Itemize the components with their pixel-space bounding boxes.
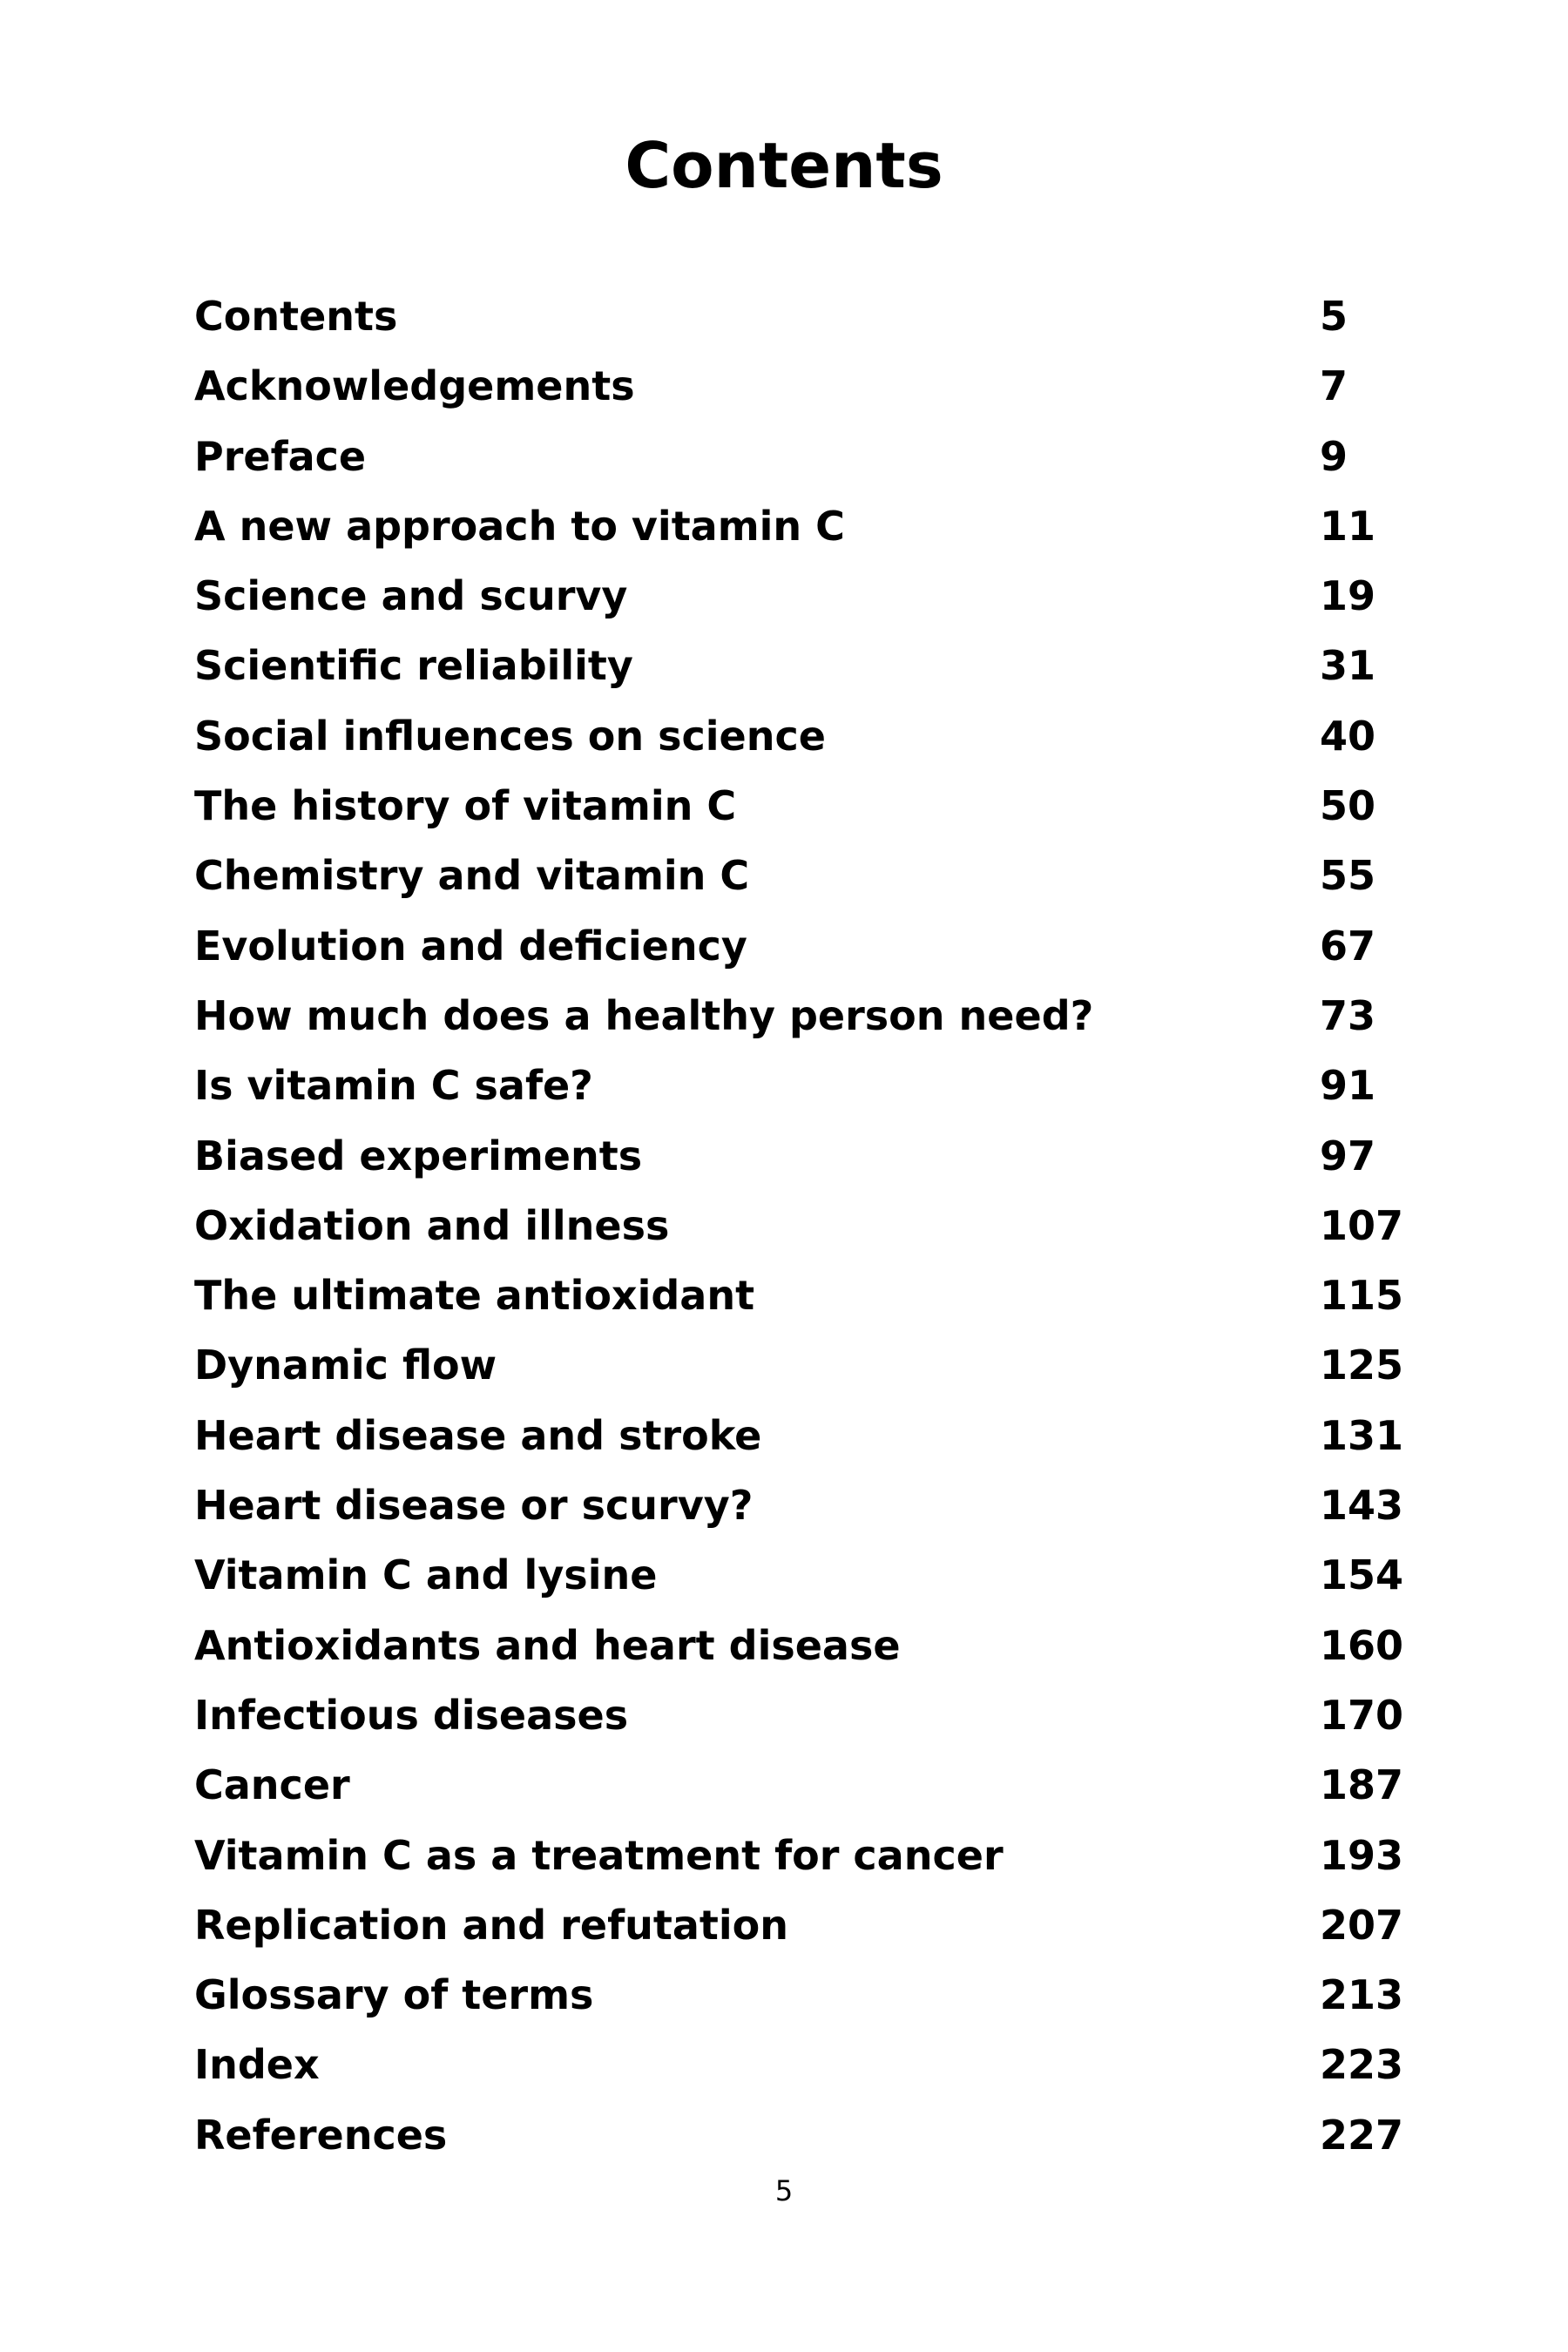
toc-entry-page: 131: [1320, 1411, 1404, 1459]
toc-entry: [194, 2030, 1449, 2099]
toc-entry-page: 9: [1320, 432, 1348, 480]
toc-entry-title: Oxidation and illness: [194, 1201, 670, 1249]
toc-entry-title: Index: [194, 2041, 320, 2089]
toc-entry: [194, 1960, 1449, 2030]
toc-entry: [194, 1890, 1449, 1960]
toc-entry-title: Is vitamin C safe?: [194, 1062, 593, 1110]
toc-entry: [194, 1750, 1449, 1820]
toc-entry-page: 160: [1320, 1621, 1404, 1669]
toc-entry: [194, 1821, 1449, 1890]
table-of-contents: [194, 281, 1449, 2170]
toc-entry-page: 19: [1320, 572, 1376, 620]
toc-entry-page: 213: [1320, 1971, 1404, 2019]
toc-entry: [194, 1191, 1449, 1260]
toc-entry-page: 31: [1320, 642, 1376, 690]
toc-entry-page: 5: [1320, 293, 1348, 340]
toc-entry-title: Chemistry and vitamin C: [194, 852, 750, 900]
toc-entry: [194, 1680, 1449, 1750]
toc-entry-page: 193: [1320, 1831, 1404, 1879]
toc-entry-title: Evolution and deficiency: [194, 922, 747, 970]
toc-entry-page: 154: [1320, 1551, 1404, 1599]
toc-entry-page: 125: [1320, 1342, 1404, 1389]
toc-entry-title: Cancer: [194, 1761, 350, 1809]
toc-entry-title: Vitamin C as a treatment for cancer: [194, 1831, 1004, 1879]
page-number: 5: [774, 2174, 794, 2207]
toc-entry-title: A new approach to vitamin C: [194, 502, 845, 550]
toc-entry-title: Scientific reliability: [194, 642, 633, 690]
toc-entry: [194, 1330, 1449, 1400]
toc-entry-title: Heart disease or scurvy?: [194, 1482, 754, 1530]
toc-entry: [194, 422, 1449, 491]
toc-entry-page: 170: [1320, 1691, 1404, 1739]
toc-entry-page: 40: [1320, 712, 1376, 760]
toc-entry-page: 187: [1320, 1761, 1404, 1809]
toc-entry-page: 73: [1320, 991, 1376, 1039]
toc-entry: [194, 1540, 1449, 1610]
toc-entry-page: 143: [1320, 1482, 1404, 1530]
toc-entry-title: Antioxidants and heart disease: [194, 1621, 901, 1669]
toc-entry: [194, 841, 1449, 910]
toc-entry-title: The history of vitamin C: [194, 782, 737, 830]
toc-entry: [194, 1401, 1449, 1470]
toc-entry-title: Social influences on science: [194, 712, 826, 760]
toc-entry-title: Dynamic flow: [194, 1342, 497, 1389]
toc-entry: [194, 2100, 1449, 2170]
toc-entry: [194, 1260, 1449, 1330]
toc-entry-title: Infectious diseases: [194, 1691, 629, 1739]
toc-entry-page: 91: [1320, 1062, 1376, 1110]
toc-entry: [194, 911, 1449, 981]
toc-entry-page: 223: [1320, 2041, 1404, 2089]
toc-entry-title: Heart disease and stroke: [194, 1411, 762, 1459]
toc-entry: [194, 771, 1449, 841]
toc-entry-page: 50: [1320, 782, 1376, 830]
toc-entry-page: 207: [1320, 1901, 1404, 1949]
toc-entry-title: Vitamin C and lysine: [194, 1551, 658, 1599]
toc-entry: [194, 981, 1449, 1051]
toc-entry: [194, 561, 1449, 631]
toc-entry-title: Biased experiments: [194, 1132, 643, 1179]
toc-entry: [194, 1051, 1449, 1120]
toc-entry-title: Glossary of terms: [194, 1971, 594, 2019]
toc-entry: [194, 701, 1449, 771]
toc-entry-title: Science and scurvy: [194, 572, 628, 620]
toc-entry-title: Acknowledgements: [194, 362, 635, 410]
toc-entry-page: 107: [1320, 1201, 1404, 1249]
toc-entry: [194, 1470, 1449, 1540]
toc-entry-page: 7: [1320, 362, 1348, 410]
toc-entry: [194, 491, 1449, 561]
page-title: Contents: [625, 129, 943, 202]
toc-entry-page: 11: [1320, 502, 1376, 550]
toc-entry-title: Preface: [194, 432, 367, 480]
toc-entry-title: How much does a healthy person need?: [194, 991, 1094, 1039]
toc-entry-page: 227: [1320, 2111, 1404, 2159]
toc-entry: [194, 1121, 1449, 1191]
toc-entry: [194, 1611, 1449, 1680]
toc-entry-title: Replication and refutation: [194, 1901, 789, 1949]
toc-entry: [194, 281, 1449, 351]
toc-entry-page: 55: [1320, 852, 1376, 900]
toc-entry-title: References: [194, 2111, 448, 2159]
toc-entry-title: The ultimate antioxidant: [194, 1272, 755, 1320]
toc-entry: [194, 351, 1449, 421]
toc-entry-title: Contents: [194, 293, 398, 340]
toc-entry: [194, 631, 1449, 700]
toc-entry-page: 67: [1320, 922, 1376, 970]
toc-entry-page: 115: [1320, 1272, 1404, 1320]
toc-entry-page: 97: [1320, 1132, 1376, 1179]
